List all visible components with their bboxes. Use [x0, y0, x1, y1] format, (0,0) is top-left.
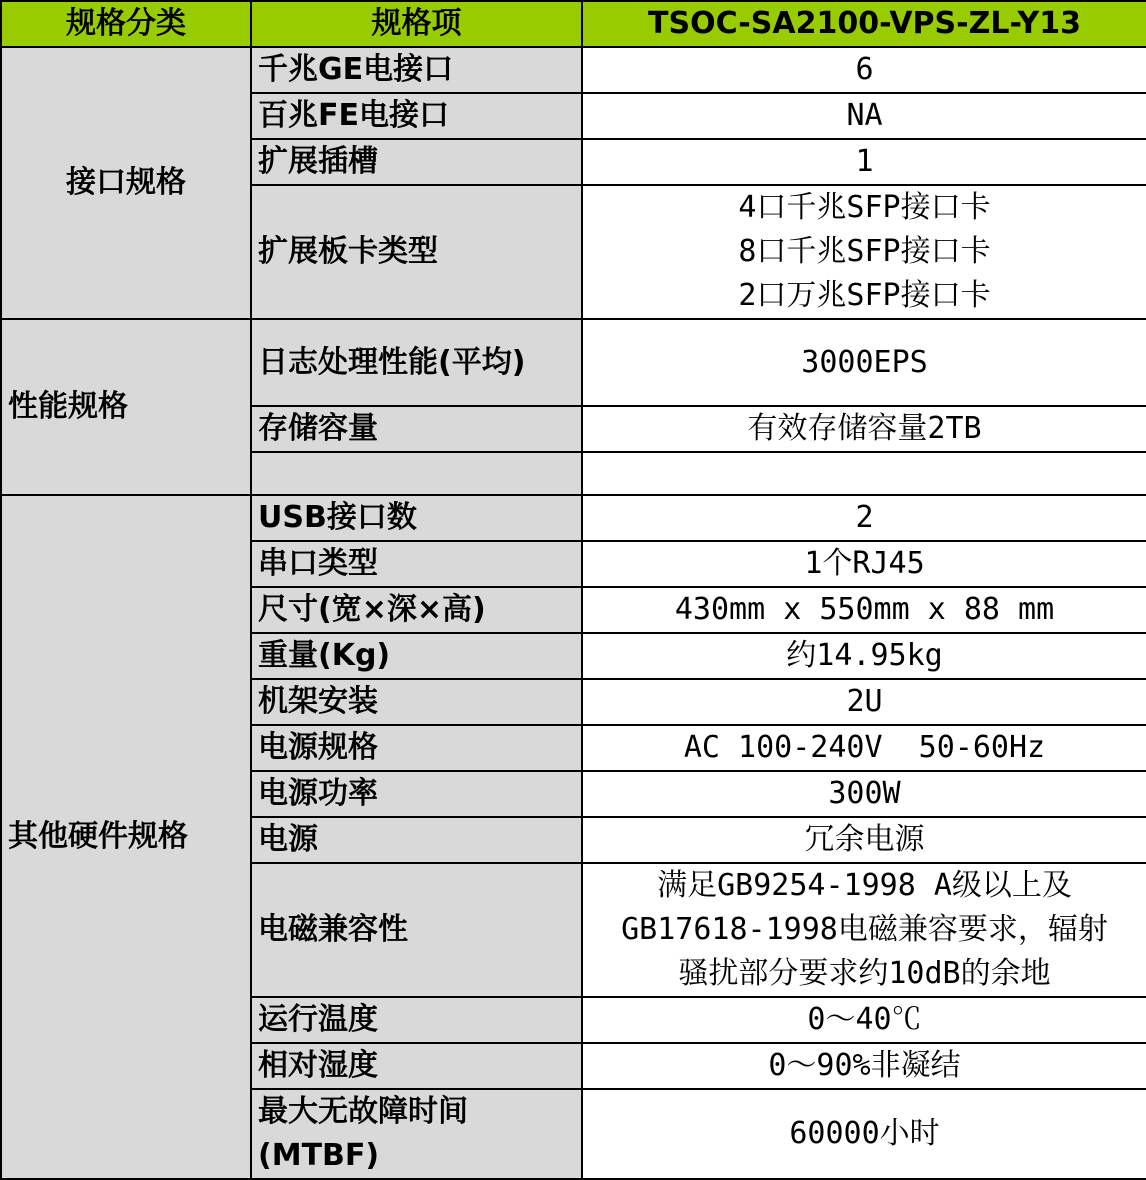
- spec-item: 电源规格: [251, 725, 582, 771]
- spec-item: 日志处理性能(平均): [251, 319, 582, 406]
- spec-item: 串口类型: [251, 541, 582, 587]
- spec-value: 60000小时: [582, 1089, 1146, 1179]
- spec-value: 300W: [582, 771, 1146, 817]
- spec-value: 3000EPS: [582, 319, 1146, 406]
- spec-value: [582, 452, 1146, 495]
- spec-item: 扩展板卡类型: [251, 185, 582, 319]
- table-row: [1, 47, 1146, 93]
- table-row: [1, 319, 1146, 406]
- spec-value-multiline: [582, 185, 1146, 319]
- spec-item: 重量(Kg): [251, 633, 582, 679]
- header-category: 规格分类: [1, 1, 251, 47]
- value-line: 2口万兆SFP接口卡: [738, 278, 991, 313]
- spec-item: 尺寸(宽×深×高): [251, 587, 582, 633]
- spec-item: 电源功率: [251, 771, 582, 817]
- spec-value: 约14.95kg: [582, 633, 1146, 679]
- category-interface: 接口规格: [1, 47, 251, 319]
- spec-value: 430mm x 550mm x 88 mm: [582, 587, 1146, 633]
- header-item: 规格项: [251, 1, 582, 47]
- spec-value: 有效存储容量2TB: [582, 406, 1146, 452]
- spec-value: 1: [582, 139, 1146, 185]
- table-header-row: [1, 1, 1146, 47]
- value-line: 8口千兆SFP接口卡: [738, 234, 991, 269]
- table-row: [1, 495, 1146, 541]
- spec-value: AC 100-240V 50-60Hz: [582, 725, 1146, 771]
- category-performance: 性能规格: [1, 319, 251, 495]
- spec-item: [251, 452, 582, 495]
- spec-item: 存储容量: [251, 406, 582, 452]
- spec-item: 电磁兼容性: [251, 863, 582, 997]
- spec-value-multiline: [582, 863, 1146, 997]
- spec-value: 冗余电源: [582, 817, 1146, 863]
- spec-value: 2U: [582, 679, 1146, 725]
- spec-item: 千兆GE电接口: [251, 47, 582, 93]
- value-line: 4口千兆SFP接口卡: [738, 190, 991, 225]
- spec-value: 2: [582, 495, 1146, 541]
- value-line: 满足GB9254-1998 A级以上及: [657, 868, 1072, 903]
- category-other-hardware: 其他硬件规格: [1, 495, 251, 1179]
- spec-value: 0～40℃: [582, 997, 1146, 1043]
- spec-item: 扩展插槽: [251, 139, 582, 185]
- spec-value: 0～90%非凝结: [582, 1043, 1146, 1089]
- spec-item: 运行温度: [251, 997, 582, 1043]
- spec-value: NA: [582, 93, 1146, 139]
- value-line: 骚扰部分要求约10dB的余地: [678, 956, 1051, 991]
- spec-value: 1个RJ45: [582, 541, 1146, 587]
- spec-item: USB接口数: [251, 495, 582, 541]
- spec-item: 电源: [251, 817, 582, 863]
- header-model: TSOC-SA2100-VPS-ZL-Y13: [582, 1, 1146, 47]
- spec-item: 百兆FE电接口: [251, 93, 582, 139]
- spec-item: 最大无故障时间(MTBF): [251, 1089, 582, 1179]
- value-line: GB17618-1998电磁兼容要求，辐射: [621, 912, 1108, 947]
- spec-item: 机架安装: [251, 679, 582, 725]
- spec-item: 相对湿度: [251, 1043, 582, 1089]
- spec-value: 6: [582, 47, 1146, 93]
